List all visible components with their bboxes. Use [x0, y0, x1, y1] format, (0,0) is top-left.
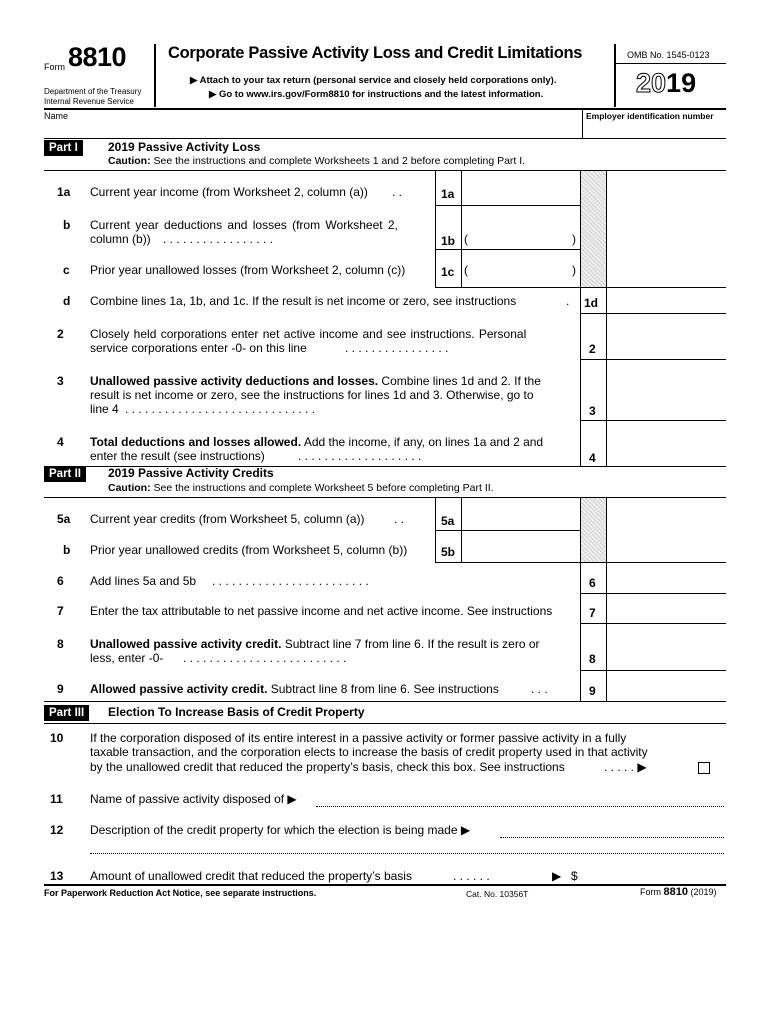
line-4-text1: Add the income, if any, on lines 1a and 2 and — [301, 435, 544, 449]
line-9-bold: Allowed passive activity credit. — [90, 682, 268, 696]
line-1c-open-paren: ( — [464, 263, 468, 277]
caution-label: Caution: — [108, 155, 151, 167]
line-12-input-continuation[interactable] — [90, 840, 724, 853]
part-3-tag: Part III — [44, 705, 89, 721]
line-6-box-label: 6 — [589, 576, 596, 590]
line-9-dots: . . . — [531, 682, 548, 696]
line-1d-box-label: 1d — [584, 296, 599, 310]
line-4-bold: Total deductions and losses allowed. — [90, 435, 302, 449]
line-5b-label: Prior year unallowed credits (from Worksheet 5, column (b)) — [90, 543, 408, 557]
line-9-text: Subtract line 8 from line 6. See instructions — [267, 682, 499, 696]
line-13-amount[interactable] — [584, 866, 724, 882]
line-12-number: 12 — [50, 823, 64, 837]
line-1a-amount[interactable] — [462, 171, 579, 205]
line-7-number: 7 — [57, 604, 64, 618]
tax-year — [636, 68, 696, 99]
form-word: Form — [44, 62, 65, 72]
dept-line2: Internal Revenue Service — [44, 97, 134, 106]
line-2-label-line2: service corporations enter -0- on this line — [90, 341, 307, 355]
part-1-caution — [108, 155, 525, 167]
line-10-number: 10 — [50, 731, 64, 745]
line-6-dots: . . . . . . . . . . . . . . . . . . . . . . . . — [212, 574, 369, 588]
line-1b-dots: . . . . . . . . . . . . . . . . . — [163, 232, 274, 246]
form-number: 8810 — [68, 42, 127, 72]
line-10-label-line1: If the corporation disposed of its entire interest in a passive activity or former passive activity in a fully — [90, 731, 627, 745]
part-2-tag: Part II — [44, 466, 86, 482]
line-4-number: 4 — [57, 435, 64, 449]
line-9-number: 9 — [57, 682, 64, 696]
line-10-checkbox[interactable] — [698, 762, 710, 774]
line-7-amount[interactable] — [607, 594, 726, 623]
catalog-number: Cat. No. 10356T — [466, 889, 529, 899]
line-1d-number: d — [63, 294, 71, 308]
line-3-number: 3 — [57, 374, 64, 388]
line-5b-box-label: 5b — [441, 545, 456, 559]
name-field[interactable] — [44, 122, 580, 138]
line-13-arrow: ▶ — [552, 869, 562, 883]
line-5a-number: 5a — [57, 512, 71, 526]
line-2-box-label: 2 — [589, 342, 596, 356]
line-1c-label: Prior year unallowed losses (from Worksheet 2, column (c)) — [90, 263, 406, 277]
line-3-label-line3: line 4 — [90, 402, 119, 416]
shaded-area-2 — [581, 498, 606, 562]
goto-instruction: ▶ Go to www.irs.gov/Form8810 for instructions and the latest information. — [209, 89, 544, 100]
line-1b-box-label: 1b — [441, 234, 456, 248]
line-1a-number: 1a — [57, 185, 71, 199]
line-3-amount[interactable] — [607, 360, 726, 419]
caution-text: See the instructions and complete Worksheets 1 and 2 before completing Part I. — [150, 155, 526, 167]
ein-field[interactable] — [584, 122, 726, 138]
name-label: Name — [44, 111, 69, 121]
footer-form-word: Form — [640, 887, 661, 897]
line-11-label: Name of passive activity disposed of ▶ — [90, 792, 297, 806]
omb-number: OMB No. 1545-0123 — [627, 50, 710, 60]
line-13-dollar: $ — [571, 869, 578, 883]
line-1d-label: Combine lines 1a, 1b, and 1c. If the result is net income or zero, see instructions — [90, 294, 517, 308]
line-8-box-label: 8 — [589, 652, 596, 666]
line-1c-box-label: 1c — [441, 265, 455, 279]
line-8-text1: Subtract line 7 from line 6. If the result is zero or — [281, 637, 540, 651]
line-8-number: 8 — [57, 637, 64, 651]
line-8-amount[interactable] — [607, 624, 726, 669]
line-1d-dots: . — [566, 294, 570, 308]
line-4-label-line2: enter the result (see instructions) — [90, 449, 265, 463]
line-5b-amount[interactable] — [462, 531, 579, 561]
line-3-text1: Combine lines 1d and 2. If the — [378, 374, 541, 388]
line-5a-amount[interactable] — [462, 498, 579, 529]
part-2-title: 2019 Passive Activity Credits — [108, 466, 274, 480]
line-13-label: Amount of unallowed credit that reduced the property’s basis — [90, 869, 412, 883]
line-5a-label: Current year credits (from Worksheet 5, column (a)) — [90, 512, 365, 526]
line-3-bold: Unallowed passive activity deductions and losses. — [90, 374, 379, 388]
line-1a-dots: . . — [392, 185, 403, 199]
part-3-title: Election To Increase Basis of Credit Property — [108, 705, 365, 719]
line-1d-amount[interactable] — [607, 288, 726, 313]
line-1b-label-line2: column (b)) — [90, 232, 151, 246]
line-1a-label: Current year income (from Worksheet 2, column (a)) — [90, 185, 368, 199]
line-3-label-line1 — [90, 374, 541, 388]
attach-instruction: ▶ Attach to your tax return (personal service and closely held corporations only). — [190, 75, 557, 86]
line-4-label-line1 — [90, 435, 543, 449]
line-6-amount[interactable] — [607, 563, 726, 592]
line-9-box-label: 9 — [589, 684, 596, 698]
line-2-number: 2 — [57, 327, 64, 341]
caution-text: See the instructions and complete Worksheet 5 before completing Part II. — [150, 482, 494, 494]
line-6-number: 6 — [57, 574, 64, 588]
line-7-label: Enter the tax attributable to net passive income and net active income. See instructions — [90, 604, 553, 618]
footer-form-number: 8810 — [663, 886, 688, 898]
line-3-dots: . . . . . . . . . . . . . . . . . . . . . . . . . . . . . — [125, 402, 316, 416]
footer-form-id — [640, 886, 717, 898]
line-10-label-line2: taxable transaction, and the corporation elects to increase the basis of credit property used in that activity — [90, 745, 648, 759]
line-8-label-line2: less, enter -0- — [90, 651, 164, 665]
line-1c-close-paren: ) — [572, 263, 576, 277]
line-1b-open-paren: ( — [464, 232, 468, 246]
line-5a-dots: . . — [394, 512, 405, 526]
line-2-dots: . . . . . . . . . . . . . . . . — [345, 341, 449, 355]
paperwork-notice: For Paperwork Reduction Act Notice, see separate instructions. — [44, 888, 317, 898]
line-5a-box-label: 5a — [441, 514, 455, 528]
footer-year: (2019) — [690, 887, 717, 897]
line-9-amount[interactable] — [607, 671, 726, 700]
line-4-box-label: 4 — [589, 451, 596, 465]
part-2-caution — [108, 482, 494, 494]
line-3-box-label: 3 — [589, 404, 596, 418]
line-1b-amount[interactable] — [470, 230, 570, 246]
part-1-tag: Part I — [44, 140, 83, 156]
line-1c-number: c — [63, 263, 70, 277]
line-3-label-line2: result is net income or zero, see the instructions for lines 1d and 3. Otherwise, go to — [90, 388, 534, 402]
caution-label: Caution: — [108, 482, 151, 494]
dept-line1: Department of the Treasury — [44, 87, 142, 96]
line-8-bold: Unallowed passive activity credit. — [90, 637, 282, 651]
line-7-box-label: 7 — [589, 606, 596, 620]
line-12-input[interactable] — [500, 820, 724, 837]
line-11-number: 11 — [50, 792, 63, 806]
line-4-amount[interactable] — [607, 421, 726, 466]
part-1-title: 2019 Passive Activity Loss — [108, 140, 261, 154]
line-10-label-line3: by the unallowed credit that reduced the property’s basis, check this box. See instructions — [90, 760, 565, 774]
line-1a-box-label: 1a — [441, 187, 455, 201]
line-2-amount[interactable] — [607, 314, 726, 359]
line-13-number: 13 — [50, 869, 64, 883]
line-1b-close-paren: ) — [572, 232, 576, 246]
line-2-label-line1: Closely held corporations enter net active income and see instructions. Personal — [90, 327, 527, 341]
tax-year-outline: 20 — [636, 68, 667, 98]
tax-year-bold: 19 — [666, 68, 697, 98]
line-1c-amount[interactable] — [470, 261, 570, 277]
line-4-dots: . . . . . . . . . . . . . . . . . . . — [298, 449, 422, 463]
line-10-dots: . . . . . ▶ — [604, 760, 647, 774]
line-6-label: Add lines 5a and 5b — [90, 574, 197, 588]
line-12-label: Description of the credit property for which the election is being made ▶ — [90, 823, 471, 837]
line-8-label-line1 — [90, 637, 540, 651]
line-8-dots: . . . . . . . . . . . . . . . . . . . . . . . . . — [183, 651, 347, 665]
line-9-label — [90, 682, 499, 696]
line-11-input[interactable] — [316, 789, 724, 806]
line-5b-number: b — [63, 543, 71, 557]
form-title: Corporate Passive Activity Loss and Credit Limitations — [168, 44, 583, 62]
ein-label: Employer identification number — [586, 111, 714, 121]
line-1b-label-line1: Current year deductions and losses (from Worksheet 2, — [90, 218, 398, 232]
line-1b-number: b — [63, 218, 71, 232]
line-13-dots: . . . . . . — [453, 869, 490, 883]
shaded-area-1 — [581, 171, 606, 287]
